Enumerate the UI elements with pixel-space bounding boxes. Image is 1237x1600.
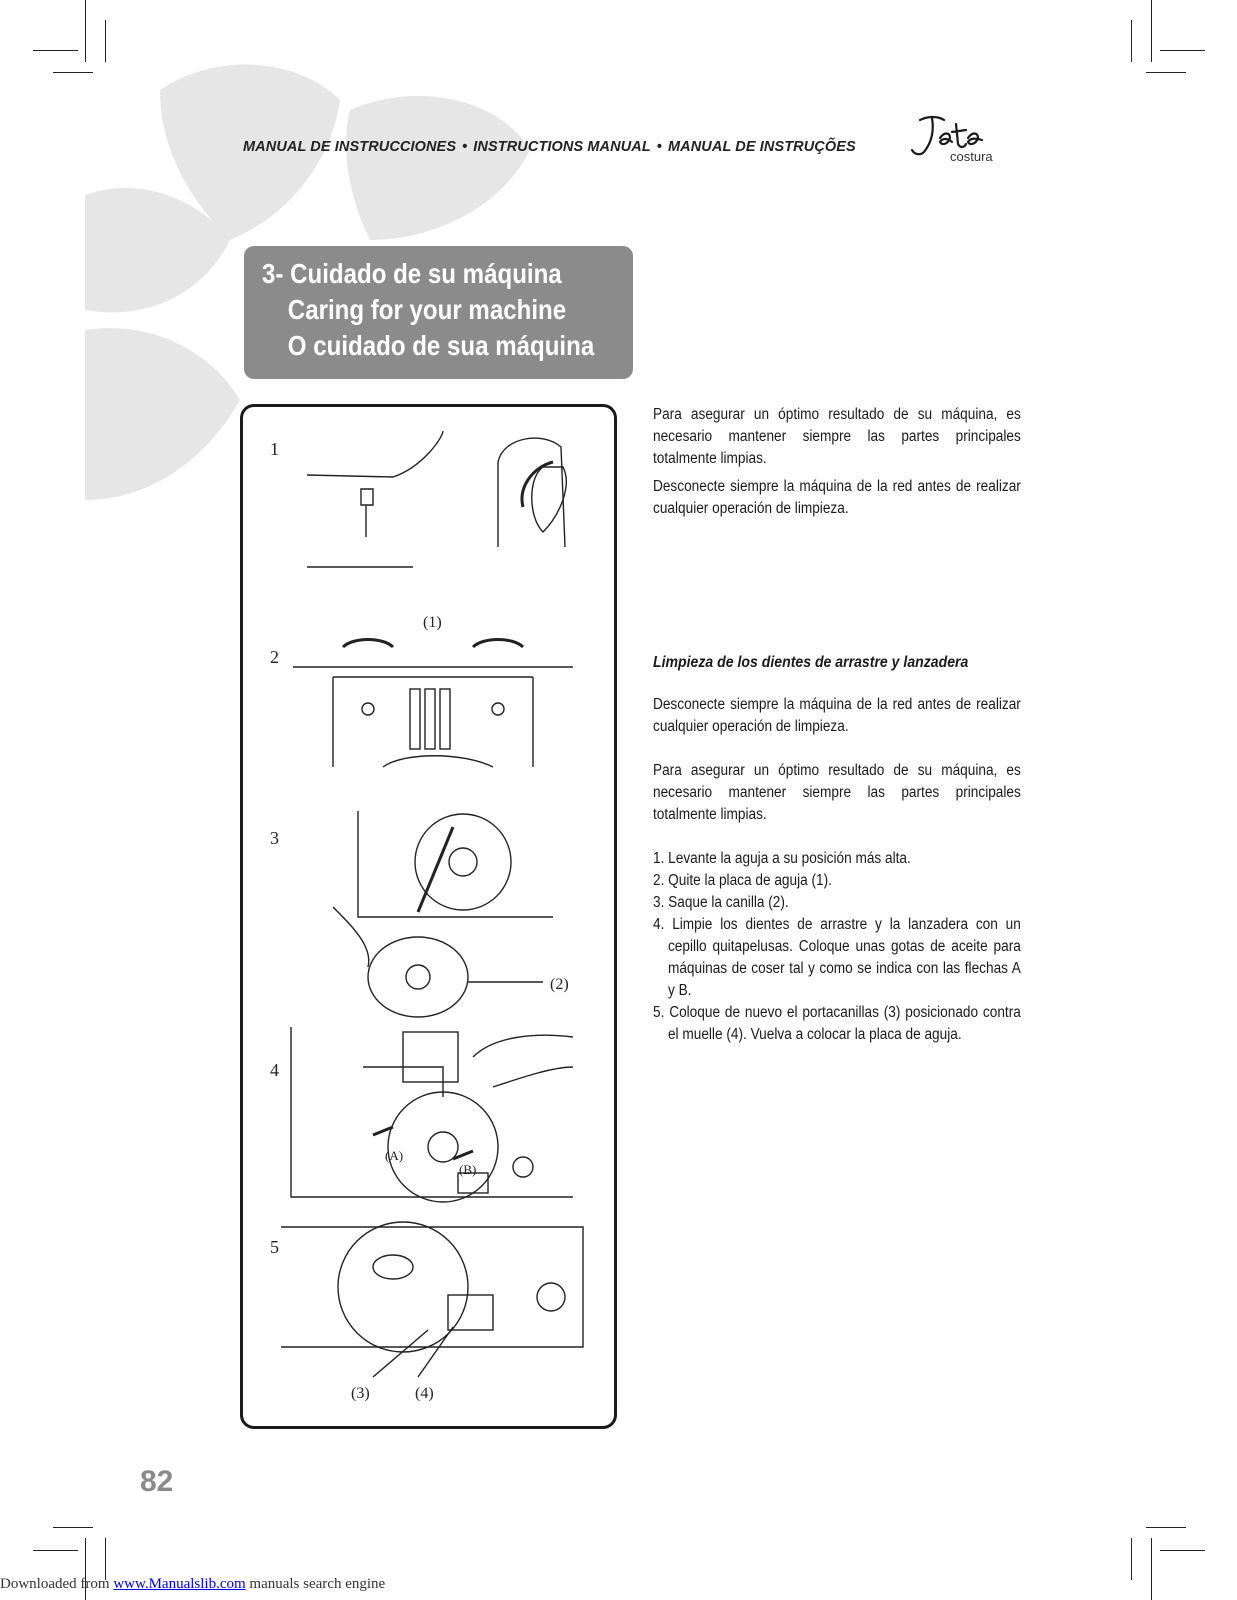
list-item: 3. Saque la canilla (2). [653, 894, 789, 911]
footer-prefix: Downloaded from [0, 1576, 110, 1592]
step-number: 2 [270, 647, 279, 667]
crop-mark [53, 1527, 93, 1528]
header-pt: MANUAL DE INSTRUÇÕES [667, 139, 856, 155]
callout-label: (1) [423, 614, 442, 631]
crop-mark [1151, 1538, 1152, 1600]
crop-mark [1160, 50, 1205, 51]
crop-mark [1160, 1550, 1205, 1551]
step-number: 1 [270, 439, 279, 459]
section-paragraph: Para asegurar un óptimo resultado de su máquina, es necesario mantener siempre las partes principales totalmente limpias. [653, 762, 1021, 823]
section-subtitle: Limpieza de los dientes de arrastre y lanzadera [653, 654, 969, 671]
crop-mark [1131, 20, 1132, 62]
callout-label: (A) [385, 1148, 404, 1163]
download-footer [0, 1576, 385, 1593]
manualslib-link[interactable]: www.Manualslib.com [113, 1576, 246, 1592]
step-number: 4 [270, 1060, 279, 1080]
header-en: INSTRUCTIONS MANUAL [473, 139, 651, 155]
section-paragraph: Desconecte siempre la máquina de la red antes de realizar cualquier operación de limpieza. [653, 696, 1021, 735]
steps-list [653, 848, 1021, 1046]
cleaning-illustrations [243, 407, 614, 1426]
step-number: 3 [270, 828, 279, 848]
intro-text [653, 404, 1021, 520]
footer-suffix: manuals search engine [245, 1576, 386, 1592]
page-number: 82 [140, 1465, 174, 1498]
list-item: 2. Quite la placa de aguja (1). [653, 872, 832, 889]
crop-mark [33, 1550, 78, 1551]
list-item: 4. Limpie los dientes de arrastre y la lanzadera con un cepillo quitapelusas. Coloque unas gotas de aceite para máquinas de coser tal y como se indica con las flechas A y B. [653, 916, 1021, 999]
callout-label: (4) [415, 1385, 434, 1402]
crop-mark [1146, 72, 1186, 73]
header-es: MANUAL DE INSTRUCCIONES [243, 139, 457, 155]
crop-mark [1146, 1527, 1186, 1528]
cleaning-section [653, 652, 1021, 1046]
header-separator: • [656, 139, 662, 155]
title-es: 3- Cuidado de su máquina [262, 258, 562, 289]
step-number: 5 [270, 1237, 279, 1257]
illustration-panel [240, 404, 617, 1429]
intro-paragraph: Para asegurar un óptimo resultado de su máquina, es necesario mantener siempre las partes principales totalmente limpias. [653, 406, 1021, 467]
crop-mark [1151, 0, 1152, 62]
callout-label: (B) [459, 1162, 477, 1177]
list-item: 5. Coloque de nuevo el portacanillas (3) posicionado contra el muelle (4). Vuelva a colocar la placa de aguja. [653, 1004, 1021, 1043]
title-pt: O cuidado de sua máquina [287, 330, 595, 361]
intro-paragraph: Desconecte siempre la máquina de la red antes de realizar cualquier operación de limpieza. [653, 478, 1021, 517]
section-title-box [244, 246, 633, 379]
header-separator: • [462, 139, 468, 155]
crop-mark [105, 1538, 106, 1580]
logo-subtitle: costura [950, 149, 993, 164]
title-en: Caring for your machine [287, 294, 567, 325]
callout-label: (3) [351, 1385, 370, 1402]
callout-label: (2) [550, 976, 569, 993]
manual-header [243, 139, 856, 155]
list-item: 1. Levante la aguja a su posición más alta. [653, 850, 911, 867]
crop-mark [1131, 1538, 1132, 1580]
